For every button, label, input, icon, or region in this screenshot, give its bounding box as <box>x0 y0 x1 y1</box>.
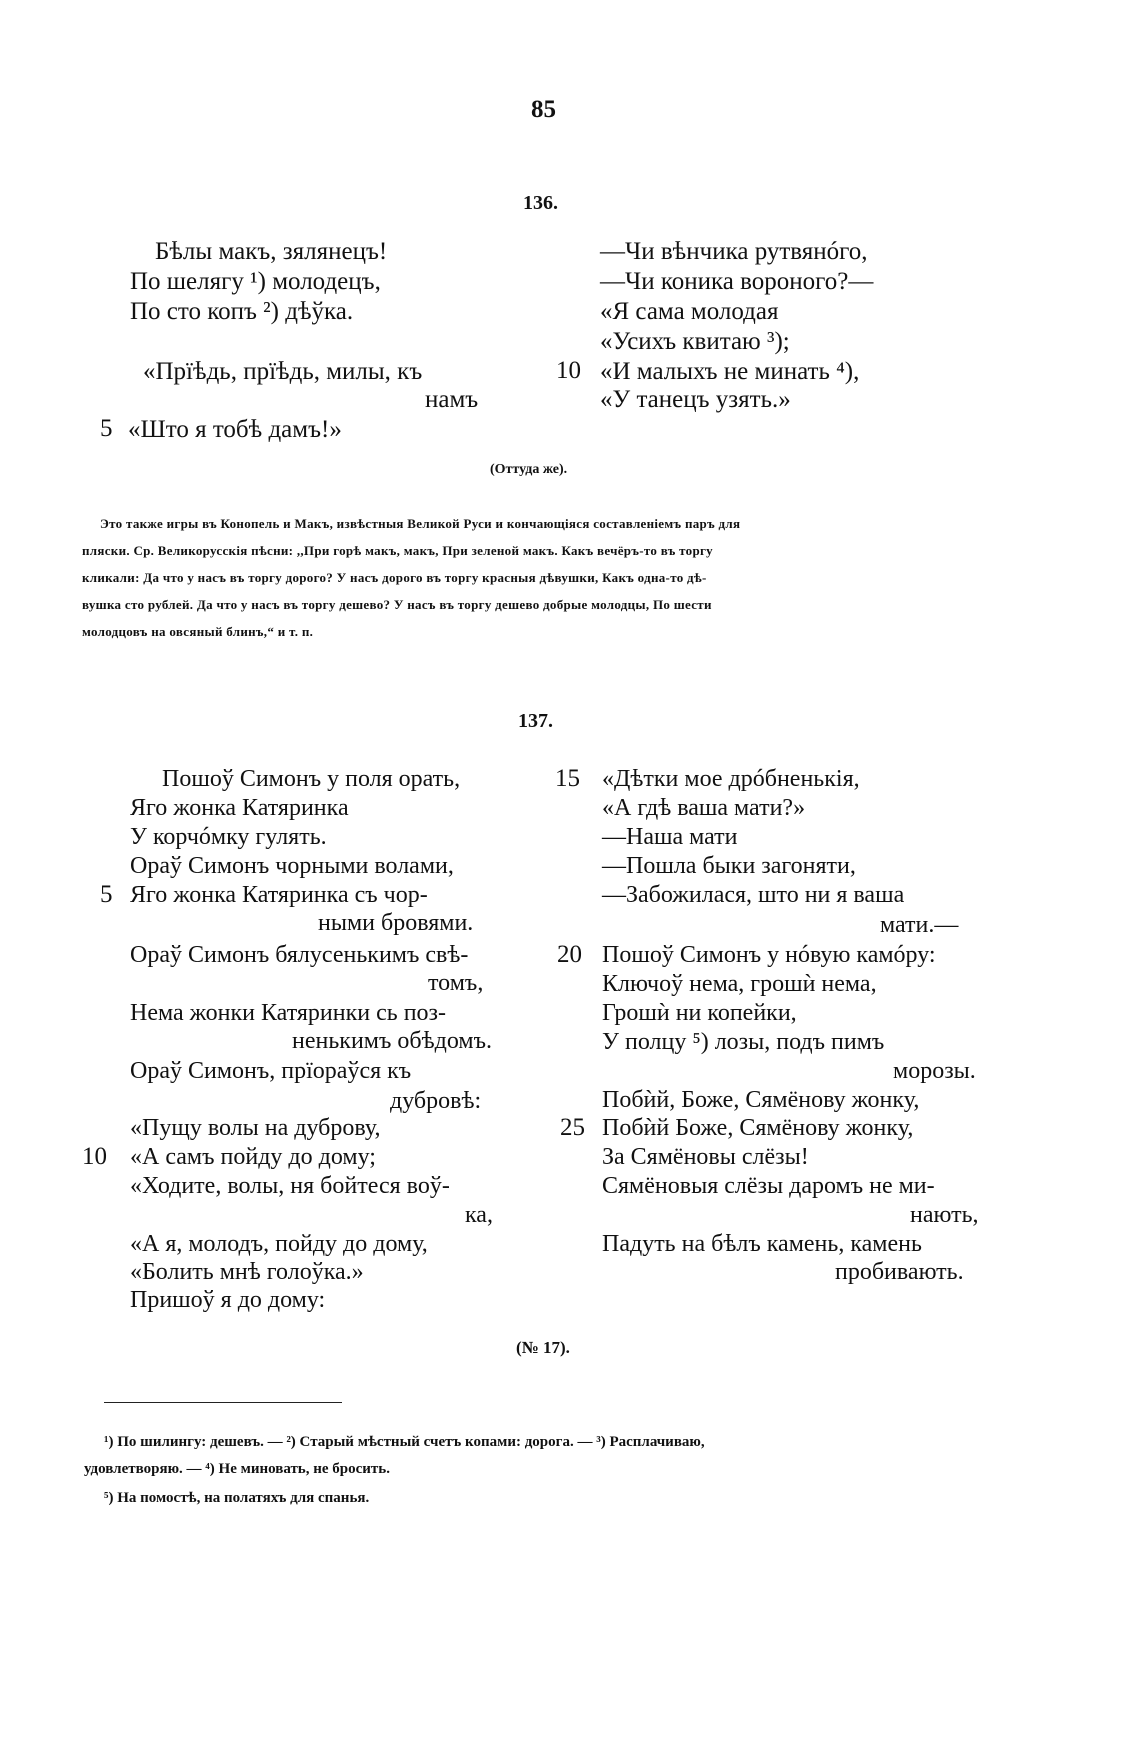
verse-line: —Чи вѣнчика рутвянóго, <box>600 238 868 265</box>
verse-line: Падуть на бѣлъ камень, камень <box>602 1231 922 1257</box>
verse-line: —Наша мати <box>602 824 738 850</box>
line-number: 25 <box>560 1114 585 1141</box>
verse-line: Побѝй Боже, Сямёнову жонку, <box>602 1115 914 1141</box>
note-line: кликали: Да что у насъ въ торгу дорого? У насъ дорого въ торгу красныя дѣвушки, Какъ одна-то дѣ- <box>82 570 707 585</box>
verse-line: «Усихъ квитаю ³); <box>600 328 790 355</box>
verse-line: По сто копъ ²) дѣўка. <box>130 298 354 325</box>
verse-line: «Пущу волы на дуброву, <box>130 1115 381 1141</box>
verse-line: ка, <box>465 1202 493 1228</box>
line-number: 20 <box>557 941 582 968</box>
note-line: Это также игры въ Конопель и Макъ, извѣстныя Великой Руси и кончающіяся составленіемъ паръ для <box>100 516 741 531</box>
note-line: пляски. Ср. Великорусскія пѣсни: ,,При горѣ макъ, макъ, При зеленой макъ. Какъ вечёръ-то въ торгу <box>82 543 713 558</box>
verse-line: «Прїѣдь, прїѣдь, милы, къ <box>143 358 423 385</box>
verse-line: «А я, молодъ, пойду до дому, <box>130 1231 428 1257</box>
verse-line: «Дѣтки мое дрóбненькія, <box>602 766 860 792</box>
footnote-line: ⁵) На помостѣ, на полатяхъ для спанья. <box>104 1490 370 1506</box>
verse-line: Пришоў я до дому: <box>130 1287 326 1313</box>
verse-line: нають, <box>910 1202 979 1228</box>
verse-line: —Пошла быки загоняти, <box>602 853 856 879</box>
verse-line: ненькимъ обѣдомъ. <box>292 1028 492 1054</box>
song-number-137: 137. <box>518 710 553 732</box>
note-line: вушка сто рублей. Да что у насъ въ торгу дешево? У насъ въ торгу дешево добрые молодцы, По шести <box>82 597 712 612</box>
line-number: 5 <box>100 415 113 442</box>
verse-line: «А гдѣ ваша мати?» <box>602 795 806 821</box>
verse-line: Ораў Симонъ чорными волами, <box>130 853 454 879</box>
verse-line: Яго жонка Катяринка <box>130 795 349 821</box>
verse-line: Ключоў нема, грошѝ нема, <box>602 971 877 997</box>
page-number: 85 <box>531 96 556 123</box>
verse-line: У полцу ⁵) лозы, подъ пимъ <box>602 1029 885 1055</box>
verse-line: По шелягу ¹) молодецъ, <box>130 268 381 295</box>
verse-line: пробивають. <box>835 1259 964 1285</box>
verse-line: ными бровями. <box>318 910 474 936</box>
verse-line: намъ <box>425 386 479 413</box>
verse-line: Бѣлы макъ, зялянецъ! <box>155 238 388 265</box>
verse-line: «А самъ пойду до дому; <box>130 1144 376 1170</box>
verse-line: Побѝй, Боже, Сямёнову жонку, <box>602 1087 920 1113</box>
verse-line: «Болить мнѣ голоўка.» <box>130 1259 364 1285</box>
verse-line: «У танецъ узять.» <box>600 386 791 413</box>
verse-line: «Што я тобѣ дамъ!» <box>128 416 342 443</box>
line-number: 10 <box>556 357 581 384</box>
verse-line: За Сямёновы слёзы! <box>602 1144 809 1170</box>
source-note-137: (№ 17). <box>516 1338 570 1357</box>
verse-line: Яго жонка Катяринка съ чор- <box>130 882 428 908</box>
line-number: 10 <box>82 1143 107 1170</box>
verse-line: томъ, <box>428 970 484 996</box>
verse-line: Пошоў Симонъ у нóвую камóру: <box>602 942 936 968</box>
verse-line: Нема жонки Катяринки сь поз- <box>130 1000 447 1026</box>
verse-line: У корчóмку гулять. <box>130 824 327 850</box>
footnote-line: ¹) По шилингу: дешевъ. — ²) Старый мѣстный счетъ копами: дорога. — ³) Расплачиваю, <box>104 1434 705 1450</box>
source-note-136: (Оттуда же). <box>490 462 568 477</box>
verse-line: Ораў Симонъ, прїораўся къ <box>130 1058 412 1084</box>
verse-line: мати.— <box>880 912 959 938</box>
verse-line: «Я сама молодая <box>600 298 779 325</box>
verse-line: «И малыхъ не минать ⁴), <box>600 358 860 385</box>
verse-line: —Забожилася, што ни я ваша <box>602 882 905 908</box>
verse-line: «Ходите, волы, ня бойтеся воў- <box>130 1173 450 1199</box>
verse-line: Грошѝ ни копейки, <box>602 1000 797 1026</box>
verse-line: Ораў Симонъ бялусенькимъ свѣ- <box>130 942 469 968</box>
verse-line: дубровѣ: <box>390 1088 482 1114</box>
footnote-line: удовлетворяю. — ⁴) Не миновать, не бросить. <box>84 1461 390 1477</box>
footnote-rule <box>104 1402 342 1403</box>
verse-line: морозы. <box>893 1058 976 1084</box>
note-line: молодцовъ на овсяный блинъ,“ и т. п. <box>82 624 314 639</box>
verse-line: Пошоў Симонъ у поля орать, <box>162 766 461 792</box>
verse-line: Сямёновыя слёзы даромъ не ми- <box>602 1173 935 1199</box>
line-number: 15 <box>555 765 580 792</box>
verse-line: —Чи коника вороного?— <box>600 268 874 295</box>
line-number: 5 <box>100 881 113 908</box>
song-number-136: 136. <box>523 192 558 214</box>
